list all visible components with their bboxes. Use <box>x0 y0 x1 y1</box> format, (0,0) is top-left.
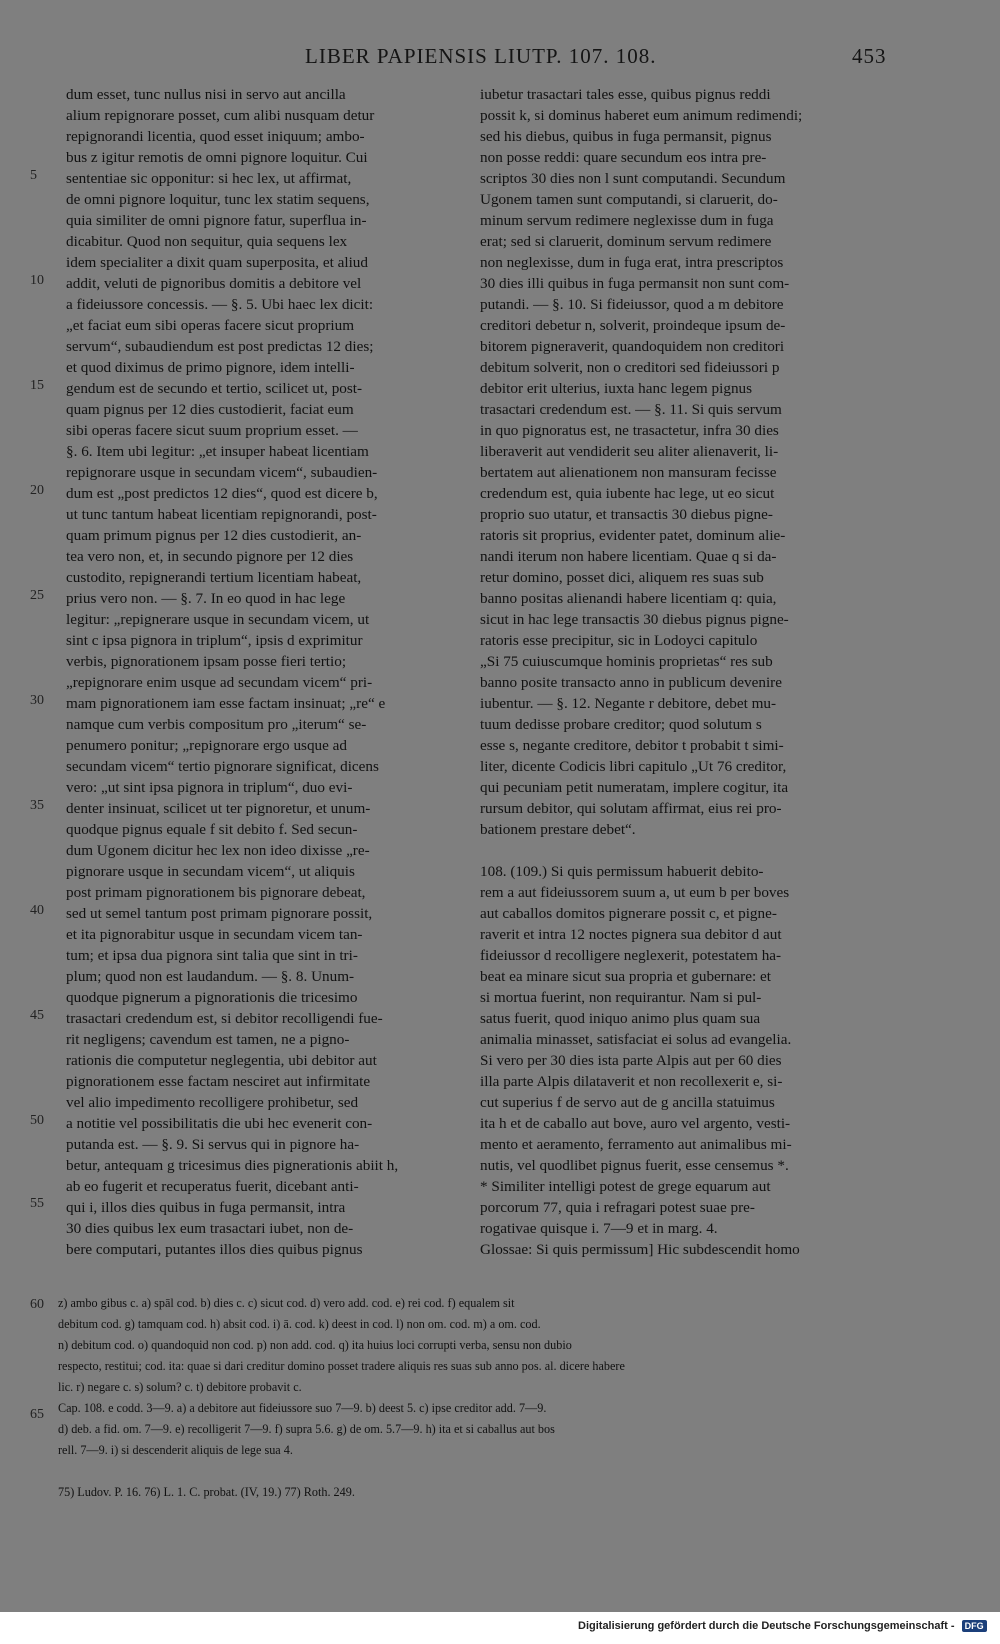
text-line: penumero ponitur; „repignorare ergo usque ad <box>66 737 348 754</box>
text-line: ita h et de caballo aut bove, auro vel argento, vesti- <box>480 1115 791 1132</box>
line-number: 5 <box>30 168 37 183</box>
text-line: ab eo fugerit et recuperatus fuerit, dicebant anti- <box>66 1178 359 1195</box>
text-line: * Similiter intelligi potest de grege equarum aut <box>480 1178 771 1195</box>
text-line <box>480 840 872 861</box>
text-line: plum; quod non est laudandum. — §. 8. Unum- <box>66 968 355 985</box>
text-line: non neglexisse, dum in fuga erat, intra prescriptos <box>480 254 784 271</box>
text-line: bitorem pigneraverit, quandoquidem non creditori <box>480 338 785 355</box>
text-line: dum esset, tunc nullus nisi in servo aut ancilla <box>66 86 346 103</box>
left-text-column <box>66 84 462 1260</box>
text-line: „repignorare enim usque ad secundam vicem“ pri- <box>66 674 373 691</box>
text-line: dum est „post predictos 12 dies“, quod est dicere b, <box>66 485 378 502</box>
text-line: porcorum 77, quia i refragari potest suae pre- <box>480 1199 755 1216</box>
text-line: proprio suo utatur, et transactis 30 diebus pigne- <box>480 506 773 523</box>
text-line: addit, veluti de pignoribus domitis a debitore vel <box>66 275 362 292</box>
text-line: esse s, negante creditore, debitor t probabit t simi- <box>480 737 784 754</box>
text-line: bertatem aut alienationem non mansuram fecisse <box>480 464 777 481</box>
text-line: nandi iterum non habere licentiam. Quae q si da- <box>480 548 777 565</box>
text-line: quia similiter de omni pignore fatur, superflua in- <box>66 212 367 229</box>
page-number: 453 <box>852 44 887 68</box>
text-line: a notitie vel possibilitatis die ubi hec evenerit con- <box>66 1115 373 1132</box>
text-line: vero: „ut sint ipsa pignora in triplum“, duo evi- <box>66 779 353 796</box>
text-line: custodito, repignerandi tertium licentiam habeat, <box>66 569 362 586</box>
text-line: erat; sed si claruerit, dominum servum redimere <box>480 233 772 250</box>
line-number: 35 <box>30 798 44 813</box>
line-number: 45 <box>30 1008 44 1023</box>
text-line: qui i, illos dies quibus in fuga permansit, intra <box>66 1199 346 1216</box>
text-line: in quo pignoratus est, ne trasactetur, infra 30 dies <box>480 422 779 439</box>
line-number: 30 <box>30 693 44 708</box>
text-line: quodque pignus equale f sit debito f. Sed secun- <box>66 821 358 838</box>
text-line: Glossae: Si quis permissum] Hic subdescendit homo <box>480 1241 800 1258</box>
footnote-line: rell. 7—9. i) si descenderit aliquis de lege sua 4. <box>58 1443 293 1457</box>
text-line: trasactari credendum est. — §. 11. Si quis servum <box>480 401 782 418</box>
text-line: vel alio impedimento recolligere prohibetur, sed <box>66 1094 359 1111</box>
text-line: de omni pignore loquitur, tunc lex statim sequens, <box>66 191 370 208</box>
text-line: fideiussor d recolligere neglexerit, potestatem ha- <box>480 947 782 964</box>
text-line: servum“, subaudiendum est post predictas 12 dies; <box>66 338 374 355</box>
text-line: ut tunc tantum habeat licentiam repignorandi, post- <box>66 506 377 523</box>
footnote-line: lic. r) negare c. s) solum? c. t) debitore probavit c. <box>58 1380 302 1394</box>
text-line: et quod diximus de primo pignore, idem intelli- <box>66 359 355 376</box>
text-line: banno posite transacto anno in publicum devenire <box>480 674 782 691</box>
text-line: idem specialiter a dixit quam superposita, et aliud <box>66 254 368 271</box>
footnote-line: z) ambo gibus c. a) spāl cod. b) dies c. c) sicut cod. d) vero add. cod. e) rei cod. f) equalem sit <box>58 1296 515 1310</box>
text-line: „et faciat eum sibi operas facere sicut proprium <box>66 317 355 334</box>
footnotes <box>58 1294 878 1504</box>
text-line: quam pignus per 12 dies custodierit, faciat eum <box>66 401 354 418</box>
text-line: sint c ipsa pignora in triplum“, ipsis d exprimitur <box>66 632 363 649</box>
text-line: retur domino, posset dici, aliquem res suas sub <box>480 569 764 586</box>
text-line: si mortua fuerint, non requirantur. Nam si pul- <box>480 989 762 1006</box>
footnote-line: Cap. 108. e codd. 3—9. a) a debitore aut fideiussore suo 7—9. b) deest 5. c) ipse creditor add. 7—9. <box>58 1401 547 1415</box>
footnote-line: n) debitum cod. o) quandoquid non cod. p) non add. cod. q) ita huius loci corrupti verba, sensu non dubio <box>58 1338 572 1352</box>
text-line: mento et aeramento, ferramento aut animalibus mi- <box>480 1136 792 1153</box>
text-line: putandi. — §. 10. Si fideiussor, quod a m debitore <box>480 296 784 313</box>
text-line: rursum debitor, qui solutam affirmat, eius rei pro- <box>480 800 782 817</box>
text-line: illa parte Alpis dilataverit et non recollexerit e, si- <box>480 1073 783 1090</box>
text-line: prius vero non. — §. 7. In eo quod in hac lege <box>66 590 346 607</box>
line-number: 50 <box>30 1113 44 1128</box>
text-line: liter, dicente Codicis libri capitulo „Ut 76 creditor, <box>480 758 787 775</box>
text-line: betur, antequam g tricesimus dies pignerationis abiit h, <box>66 1157 399 1174</box>
text-line: Ugonem tamen sunt computandi, si claruerit, do- <box>480 191 778 208</box>
text-line: bere computari, putantes illos dies quibus pignus <box>66 1241 363 1258</box>
text-line: secundam vicem“ tertio pignorare significat, dicens <box>66 758 379 775</box>
dfg-logo: DFG <box>962 1620 987 1632</box>
footnote-line: debitum cod. g) tamquam cod. h) absit cod. i) ā. cod. k) deest in cod. l) non om. cod. m) a om. cod. <box>58 1317 541 1331</box>
line-number: 25 <box>30 588 44 603</box>
text-line: dicabitur. Quod non sequitur, quia sequens lex <box>66 233 348 250</box>
text-line: gendum est de secundo et tertio, scilicet ut, post- <box>66 380 363 397</box>
text-line: beat ea minare sicut sua propria et gubernare: et <box>480 968 771 985</box>
text-line: bationem prestare debet“. <box>480 821 636 838</box>
text-line: repignorare usque in secundam vicem“, subaudien- <box>66 464 378 481</box>
text-line: iubetur trasactari tales esse, quibus pignus reddi <box>480 86 771 103</box>
text-line: iubentur. — §. 12. Negante r debitore, debet mu- <box>480 695 777 712</box>
footnote-line: 75) Ludov. P. 16. 76) L. 1. C. probat. (IV, 19.) 77) Roth. 249. <box>58 1485 355 1499</box>
line-number: 10 <box>30 273 44 288</box>
dfg-credit <box>578 1620 994 1638</box>
text-line: ratoris esse precipitur, sic in Lodoyci capitulo <box>480 632 758 649</box>
line-number: 40 <box>30 903 44 918</box>
line-number: 55 <box>30 1196 44 1211</box>
text-line: 30 dies illi quibus in fuga permansit non sunt com- <box>480 275 790 292</box>
text-line: debitor erit ulterius, iuxta hanc legem pignus <box>480 380 753 397</box>
text-line: rem a aut fideiussorem suum a, ut eum b per boves <box>480 884 790 901</box>
text-line: alium repignorare posset, cum alibi nusquam detur <box>66 107 375 124</box>
text-line: quodque pignerum a pignorationis die tricesimo <box>66 989 358 1006</box>
text-line: et ita pignorabitur usque in secundam vicem tan- <box>66 926 363 943</box>
text-line: sibi operas facere sicut suum proprium esset. — <box>66 422 358 439</box>
line-number: 20 <box>30 483 44 498</box>
text-line: creditori debetur n, solverit, proindeque ipsum de- <box>480 317 786 334</box>
footnote-line <box>58 1462 878 1483</box>
text-line: minum servum redimere neglexisse dum in fuga <box>480 212 774 229</box>
text-line: liberaverit aut vendiderit seu aliter alienaverit, li- <box>480 443 779 460</box>
text-line: Si vero per 30 dies ista parte Alpis aut per 60 dies <box>480 1052 782 1069</box>
text-line: pignorationem esse factam nesciret aut infirmitate <box>66 1073 371 1090</box>
text-line: ratoris sit proprius, evidenter patet, dominum alie- <box>480 527 786 544</box>
text-line: a fideiussore concessis. — §. 5. Ubi haec lex dicit: <box>66 296 374 313</box>
text-line: rit negligens; cavendum est tamen, ne a pigno- <box>66 1031 350 1048</box>
text-line: possit k, si dominus haberet eum animum redimendi; <box>480 107 803 124</box>
text-line: post primam pignorationem bis pignorare debeat, <box>66 884 366 901</box>
text-line: 30 dies quibus lex eum trasactari iubet, non de- <box>66 1220 354 1237</box>
text-line: legitur: „repignerare usque in secundam vicem, ut <box>66 611 370 628</box>
text-line: §. 6. Item ubi legitur: „et insuper habeat licentiam <box>66 443 369 460</box>
text-line: putanda est. — §. 9. Si servus qui in pignore ha- <box>66 1136 360 1153</box>
text-line: dum Ugonem dicitur hec lex non ideo dixisse „re- <box>66 842 370 859</box>
text-line: qui pecuniam petit numeratam, implere cogitur, ita <box>480 779 789 796</box>
line-number: 60 <box>30 1297 44 1312</box>
line-number: 65 <box>30 1407 44 1422</box>
text-line: sententiae sic opponitur: si hec lex, ut affirmat, <box>66 170 352 187</box>
text-line: tuum dedisse probare creditor; quod solutum s <box>480 716 762 733</box>
text-line: rationis die computetur neglegentia, ubi debitor aut <box>66 1052 377 1069</box>
text-line: denter insinuat, scilicet ut ter pignoretur, et unum- <box>66 800 371 817</box>
text-line: debitum solverit, non o creditori sed fideiussori p <box>480 359 780 376</box>
text-line: scriptos 30 dies non l sunt computandi. Secundum <box>480 170 786 187</box>
text-line: repignorandi licentia, quod esset iniquum; ambo- <box>66 128 365 145</box>
text-line: trasactari credendum est, si debitor recolligendi fue- <box>66 1010 383 1027</box>
text-line: non posse reddi: quare secundum eos intra pre- <box>480 149 767 166</box>
text-line: verbis, pignorationem ipsam posse fieri tertio; <box>66 653 347 670</box>
text-line: tea vero non, et, in secundo pignore per 12 dies <box>66 548 354 565</box>
right-text-column <box>480 84 872 1260</box>
credit-text: Digitalisierung gefördert durch die Deutsche Forschungsgemeinschaft - <box>578 1620 955 1632</box>
text-line: namque cum verbis compositum pro „iterum“ se- <box>66 716 367 733</box>
footnote-line: respecto, restitui; cod. ita: quae si dari creditur domino posset tradere aliquis res suas sub anno pos. al. dicere habere <box>58 1359 625 1373</box>
running-header: LIBER PAPIENSIS LIUTP. 107. 108. <box>305 44 657 68</box>
text-line: credendum est, quia iubente hac lege, ut eo sicut <box>480 485 775 502</box>
text-line: rogativae quisque i. 7—9 et in marg. 4. <box>480 1220 718 1237</box>
text-line: cut superius f de servo aut de g ancilla statuimus <box>480 1094 775 1111</box>
text-line: „Si 75 cuiuscumque hominis proprietas“ res sub <box>480 653 773 670</box>
footnote-line: d) deb. a fid. om. 7—9. e) recolligerit 7—9. f) supra 5.6. g) de om. 5.7—9. h) ita et si caballus aut bos <box>58 1422 555 1436</box>
line-number: 15 <box>30 378 44 393</box>
text-line: bus z igitur remotis de omni pignore loquitur. Cui <box>66 149 368 166</box>
text-line: satus fuerit, quod iniquo animo plus quam sua <box>480 1010 761 1027</box>
text-line: sed ut semel tantum post primam pignorare possit, <box>66 905 373 922</box>
text-line: mam pignorationem iam esse factam insinuat; „re“ e <box>66 695 386 712</box>
text-line: banno positas alienandi habere licentiam q: quia, <box>480 590 777 607</box>
text-line: sed his diebus, quibus in fuga permansit, pignus <box>480 128 772 145</box>
text-line: animalia minasset, satisfaciat ei solus ad evangelia. <box>480 1031 792 1048</box>
text-line: sicut in hac lege transactis 30 diebus pignus pigne- <box>480 611 789 628</box>
text-line: pignorare usque in secundam vicem“, ut aliquis <box>66 863 355 880</box>
text-line: nutis, vel quodlibet pignus fuerit, esse censemus *. <box>480 1157 789 1174</box>
text-line: aut caballos domitos pignerare possit c, et pigne- <box>480 905 777 922</box>
text-line: tum; et ipsa dua pignora sint talia que sint in tri- <box>66 947 358 964</box>
text-line: 108. (109.) Si quis permissum habuerit debito- <box>480 863 764 880</box>
text-line: raverit et intra 12 noctes pignera sua debitor d aut <box>480 926 782 943</box>
text-line: quam primum pignus per 12 dies custodierit, an- <box>66 527 362 544</box>
